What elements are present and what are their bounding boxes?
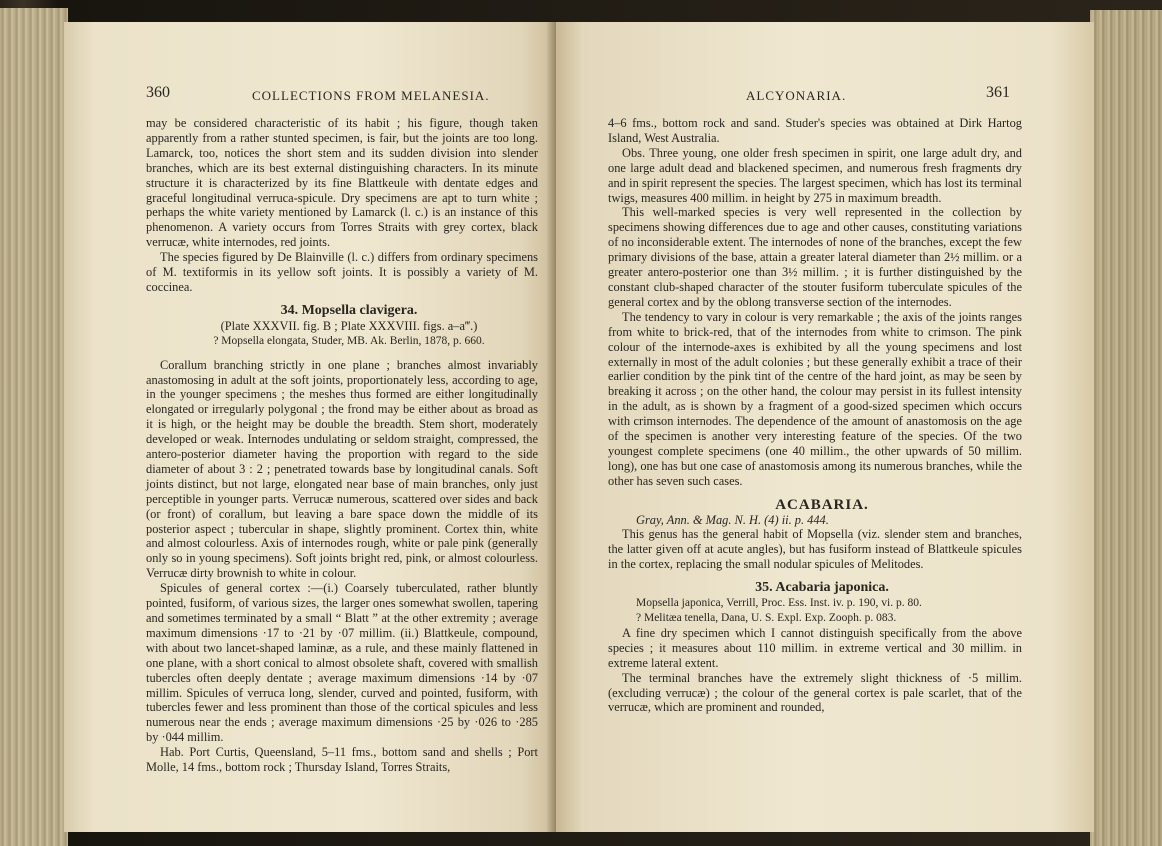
synonym-1: Mopsella japonica, Verrill, Proc. Ess. Inst. iv. p. 190, vi. p. 80. [636,597,922,610]
left-paragraph-1: may be considered characteristic of its habit ; his figure, though taken apparently from a rather stunted specimen, is fair, but the joints are too long. Lamarck, too, notices the short stem and its sudden division into slender branches, which are its best external distinguishing characters. In its minute structure it is characterized by its fine Blattkeule with dentate edges and graceful longitudinal verruca-spicule. Dry specimens are apt to turn white ; perhaps the white variety mentioned by Lamarck (l. c.) is an instance of this phenomenon. A variety occurs from Torres Straits with grey cortex, black verrucæ, white internodes, red joints. [146,116,538,250]
synonym-2: ? Melitæa tenella, Dana, U. S. Expl. Exp. Zooph. p. 083. [636,612,897,624]
right-page-number: 361 [986,84,1010,101]
species-heading-35: 35. Acabaria japonica. [755,580,889,596]
right-paragraph-4: The tendency to vary in colour is very remarkable ; the axis of the joints ranges from white to brick-red, that of the internodes from white to crimson. The pink colour of the internode-axes is exhibited by all the young specimens and lost externally in most of the adult colonies ; but these generally exhibit a trace of their earlier condition by the pink tint of the centre of the hard joint, as may be seen by breaking it across ; on the other hand, the colour may persist in its fullest intensity in the adult, as is shown by a fragment of a good-sized specimen which occurs with crimson internodes. The dependence of the amount of anastomosis on the age of the specimen is another very interesting feature of the species. Of the two youngest complete specimens (one 40 millim., the other upwards of 50 millim. long), one has but one case of anastomosis among its numerous branches, while the other has seven such cases. [608,309,1022,488]
right-page-edges [1090,10,1162,846]
right-paragraph-6: A fine dry specimen which I cannot distinguish specifically from the above species ; it measures about 110 millim. in extreme vertical and 30 millim. in extreme lateral extent. [608,625,1022,670]
left-page-number: 360 [146,84,170,101]
left-page [64,22,560,832]
right-paragraph-2: Obs. Three young, one older fresh specimen in spirit, one large adult dry, and one large adult dead and blackened specimen, and numerous fresh fragments dry and in spirit represent the species. The largest specimen, which has lost its terminal twigs, measures 400 millim. in height by 275 in maximum breadth. [608,145,1022,205]
right-page [556,22,1094,832]
genus-heading: ACABARIA. [775,496,869,513]
right-paragraph-5: This genus has the general habit of Mopsella (viz. slender stem and branches, the latter given off at acute angles), but has fusiform instead of Blattkeule spicules in the cortex, replacing the small nodular spicules of Melitodes. [608,527,1022,572]
left-paragraph-5: Hab. Port Curtis, Queensland, 5–11 fms., bottom sand and shells ; Port Molle, 14 fms., bottom rock ; Thursday Island, Torres Straits, [146,745,538,775]
right-page-body [608,116,1022,715]
right-paragraph-1: 4–6 fms., bottom rock and sand. Studer's species was obtained at Dirk Hartog Island, West Australia. [608,116,1022,145]
left-paragraph-2: The species figured by De Blainville (l. c.) differs from ordinary specimens of M. textiformis in its yellow soft joints. It is possibly a variety of M. coccinea. [146,250,538,294]
species-heading-34: 34. Mopsella clavigera. [280,302,418,318]
left-page-body [146,116,538,775]
synonym-reference: ? Mopsella elongata, Studer, MB. Ak. Berlin, 1878, p. 660. [213,334,485,347]
right-running-head: ALCYONARIA. [746,88,847,103]
genus-reference: Gray, Ann. & Mag. N. H. (4) ii. p. 444. [636,512,829,527]
plate-reference: (Plate XXXVII. fig. B ; Plate XXXVIII. figs. a–a‴.) [220,318,478,333]
right-paragraph-7: The terminal branches have the extremely slight thickness of ·5 millim. (excluding verrucæ) ; the colour of the general cortex is pale scarlet, that of the verrucæ, which are prominent and rounded, [608,670,1022,715]
left-paragraph-4: Spicules of general cortex :—(i.) Coarsely tuberculated, rather bluntly pointed, fusiform, of various sizes, the larger ones somewhat swollen, tapering and sometimes terminated by a small “ Blatt ” at the other extremity ; average maximum dimensions ·17 to ·21 by ·07 millim. (ii.) Blattkeule, compound, with about two lancet-shaped laminæ, as a rule, and these mainly flattened in one plane, with a short conical to almost obsolete shaft, covered with smallish tubercles often deeply dentate ; average maximum dimensions ·14 by ·07 millim. Spicules of verruca long, slender, curved and pointed, fusiform, with tubercles fewer and less prominent than those of the cortical spicules and less numerous near the ends ; average maximum dimensions ·25 by ·026 to ·285 by ·044 millim. [146,581,538,745]
left-paragraph-3: Corallum branching strictly in one plane ; branches almost invariably anastomosing in adult at the soft joints, proportionately less, according to age, in the younger specimens ; the meshes thus formed are either longitudinally elongated or irregularly polygonal ; the frond may be either about as broad as it is high, or the height may be double the breadth. Stem short, moderately developed or weak. Internodes undulating or seldom straight, compressed, the antero-posterior diameter having the proportion with regard to the side diameter of about 3 : 2 ; penetrated towards base by longitudinal canals. Soft joints distinct, but not large, elongated near base of main branches, only just perceptible in younger parts. Verrucæ numerous, scattered over sides and back (or front) of corallum, but leaving a bare space down the middle of its posterior aspect ; tubercular in shape, slightly prominent. Cortex thin, white and almost colourless. Axis of internodes rough, white or pale pink (generally only so in young specimens). Soft joints bright red, pink, or almost colourless. Verrucæ dirty brownish to white in colour. [146,357,538,581]
left-page-edges [0,8,68,846]
left-running-head: COLLECTIONS FROM MELANESIA. [252,88,490,103]
right-paragraph-3: This well-marked species is very well represented in the collection by specimens showing differences due to age and other causes, constituting variations of no inconsiderable extent. The internodes of none of the branches, except the few primary divisions of the base, attain a greater lateral diameter than 2½ millim. or a greater antero-posterior one than 3½ millim. ; it is further distinguished by the constant club-shaped character of the stouter fusiform tuberculate spicules of the general cortex and by the oblong transverse section of the internodes. [608,205,1022,309]
